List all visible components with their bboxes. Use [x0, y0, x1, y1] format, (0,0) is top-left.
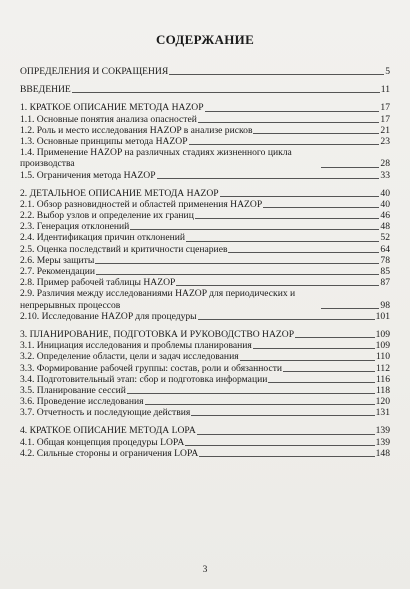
toc-leader-line: [199, 456, 374, 457]
toc-leader-line: [185, 445, 374, 446]
toc-entry-label: 4.2. Сильные стороны и ограничения LOPA: [20, 447, 199, 459]
toc-entry-label: 2.2. Выбор узлов и определение их границ: [20, 210, 194, 222]
toc-entry-page: 139: [375, 436, 390, 448]
toc-entry-label: 4.1. Общая концепция процедуры LOPA: [20, 436, 185, 448]
toc-entry[interactable]: [20, 425, 390, 436]
toc-entry-page: 139: [375, 425, 390, 437]
toc-entry-page: 120: [375, 396, 390, 408]
toc-entry-label: 2.9. Различия между исследованиями HAZOP для периодических и непрерывных процессов: [20, 288, 296, 311]
toc-entry-label: 1.5. Ограничения метода HAZOP: [20, 169, 156, 181]
toc-entry[interactable]: [20, 266, 390, 277]
toc-entry[interactable]: [20, 363, 390, 374]
toc-leader-line: [157, 178, 380, 179]
toc-entry[interactable]: [20, 340, 390, 351]
toc-entry-page: 112: [375, 362, 390, 374]
toc-entry[interactable]: [20, 396, 390, 407]
table-of-contents: [20, 66, 390, 459]
toc-leader-line: [228, 252, 379, 253]
toc-entry[interactable]: [20, 448, 390, 459]
page-title: СОДЕРЖАНИЕ: [155, 32, 255, 47]
toc-entry-label: 3.7. Отчетность и последующие действия: [20, 407, 191, 419]
toc-entry[interactable]: [20, 188, 390, 199]
toc-leader-line: [195, 218, 380, 219]
toc-entry[interactable]: [20, 374, 390, 385]
toc-entry-page: 131: [375, 407, 390, 419]
toc-leader-line: [95, 263, 379, 264]
toc-leader-line: [169, 74, 384, 75]
toc-leader-line: [176, 285, 379, 286]
toc-entry-page: 98: [380, 299, 390, 311]
toc-leader-line: [283, 371, 375, 372]
toc-entry-page: 116: [375, 373, 390, 385]
toc-leader-line: [145, 404, 375, 405]
toc-entry-label: 3.5. Планирование сессий: [20, 384, 126, 396]
toc-entry-page: 5: [385, 65, 390, 77]
toc-entry-label: 2.1. Обзор разновидностей и областей применения HAZOP: [20, 198, 263, 210]
toc-leader-line: [130, 229, 379, 230]
toc-leader-line: [198, 122, 380, 123]
toc-section: [20, 188, 390, 322]
toc-section: [20, 329, 390, 419]
toc-entry-page: 109: [375, 328, 390, 340]
toc-entry[interactable]: [20, 288, 390, 310]
toc-entry[interactable]: [20, 125, 390, 136]
toc-entry-label: 2.5. Оценка последствий и критичности сценариев: [20, 243, 228, 255]
toc-entry[interactable]: [20, 102, 390, 113]
toc-entry-page: 33: [380, 169, 390, 181]
toc-entry-label: 1.4. Применение HAZOP на различных стадиях жизненного цикла производства: [20, 147, 292, 170]
toc-entry[interactable]: [20, 114, 390, 125]
page-number: 3: [202, 565, 208, 575]
toc-entry[interactable]: [20, 329, 390, 340]
toc-entry-label: ОПРЕДЕЛЕНИЯ И СОКРАЩЕНИЯ: [20, 65, 169, 77]
toc-entry-label: 2.10. Исследование HAZOP для процедуры: [20, 310, 197, 322]
toc-entry-label: 1.3. Основные принципы метода HAZOP: [20, 135, 188, 147]
toc-entry-page: 21: [380, 124, 390, 136]
toc-leader-line: [253, 348, 375, 349]
toc-leader-line: [205, 111, 380, 112]
toc-leader-line: [197, 434, 375, 435]
toc-entry-label: 1.2. Роль и место исследования HAZOP в анализе рисков: [20, 124, 253, 136]
toc-entry-page: 101: [375, 310, 390, 322]
toc-entry[interactable]: [20, 437, 390, 448]
toc-leader-line: [96, 274, 379, 275]
toc-entry[interactable]: [20, 232, 390, 243]
toc-leader-line: [72, 92, 380, 93]
toc-entry-label: 3.6. Проведение исследования: [20, 396, 144, 408]
toc-entry[interactable]: [20, 351, 390, 362]
toc-entry[interactable]: [20, 210, 390, 221]
toc-section: [20, 84, 390, 95]
toc-entry-page: 11: [380, 84, 390, 96]
toc-entry-page: 78: [380, 254, 390, 266]
toc-entry-page: 52: [380, 232, 390, 244]
toc-entry-page: 109: [375, 340, 390, 352]
toc-entry-label: 1. КРАТКОЕ ОПИСАНИЕ МЕТОДА HAZOP: [20, 102, 204, 114]
toc-entry[interactable]: [20, 385, 390, 396]
toc-entry-label: 3. ПЛАНИРОВАНИЕ, ПОДГОТОВКА И РУКОВОДСТВО HAZOP: [20, 328, 295, 340]
toc-leader-line: [191, 415, 374, 416]
toc-entry-label: 1.1. Основные понятия анализа опасностей: [20, 113, 197, 125]
toc-leader-line: [240, 360, 375, 361]
toc-entry-label: 3.4. Подготовительный этап: сбор и подготовка информации: [20, 373, 268, 385]
toc-section: [20, 102, 390, 180]
toc-entry[interactable]: [20, 244, 390, 255]
toc-entry-label: 4. КРАТКОЕ ОПИСАНИЕ МЕТОДА LOPA: [20, 425, 196, 437]
toc-entry-label: 3.3. Формирование рабочей группы: состав, роли и обязанности: [20, 362, 283, 374]
toc-section: [20, 425, 390, 459]
toc-entry[interactable]: [20, 277, 390, 288]
toc-entry[interactable]: [20, 136, 390, 147]
toc-leader-line: [321, 308, 379, 309]
toc-entry-page: 40: [380, 198, 390, 210]
toc-section: [20, 66, 390, 77]
toc-entry[interactable]: [20, 255, 390, 266]
toc-entry-label: 2.8. Пример рабочей таблицы HAZOP: [20, 277, 176, 289]
toc-leader-line: [220, 196, 380, 197]
toc-entry[interactable]: [20, 170, 390, 181]
toc-entry-label: 2.7. Рекомендации: [20, 266, 96, 277]
toc-leader-line: [127, 393, 375, 394]
toc-entry-label: 2.6. Меры защиты: [20, 254, 95, 266]
toc-entry-page: 23: [380, 135, 390, 147]
toc-entry-page: 28: [380, 158, 390, 170]
toc-entry-page: 118: [375, 384, 390, 396]
toc-entry-page: 85: [380, 266, 390, 277]
toc-entry-page: 40: [380, 187, 390, 199]
toc-leader-line: [321, 167, 379, 168]
toc-leader-line: [198, 319, 375, 320]
toc-leader-line: [268, 382, 375, 383]
toc-entry-page: 48: [380, 221, 390, 233]
toc-entry-page: 64: [380, 243, 390, 255]
toc-leader-line: [295, 337, 375, 338]
toc-entry[interactable]: [20, 84, 390, 95]
toc-entry[interactable]: [20, 311, 390, 322]
toc-entry-label: 2.3. Генерация отклонений: [20, 221, 130, 233]
toc-entry-label: ВВЕДЕНИЕ: [20, 84, 71, 96]
toc-leader-line: [189, 144, 380, 145]
toc-entry-page: 148: [375, 447, 390, 459]
toc-entry-label: 3.2. Определение области, цели и задач исследования: [20, 351, 239, 363]
toc-entry-page: 17: [380, 113, 390, 125]
toc-entry[interactable]: [20, 221, 390, 232]
toc-entry[interactable]: [20, 199, 390, 210]
toc-leader-line: [253, 133, 379, 134]
toc-entry-page: 17: [380, 102, 390, 114]
toc-entry-page: 87: [380, 277, 390, 289]
toc-entry-page: 110: [375, 351, 390, 363]
toc-leader-line: [263, 207, 379, 208]
toc-entry-label: 2. ДЕТАЛЬНОЕ ОПИСАНИЕ МЕТОДА HAZOP: [20, 187, 219, 199]
toc-entry-label: 3.1. Инициация исследования и проблемы планирования: [20, 340, 252, 352]
toc-entry[interactable]: [20, 147, 390, 169]
toc-entry-page: 46: [380, 210, 390, 222]
toc-entry[interactable]: [20, 66, 390, 77]
toc-leader-line: [186, 241, 379, 242]
toc-entry[interactable]: [20, 407, 390, 418]
toc-entry-label: 2.4. Идентификация причин отклонений: [20, 232, 185, 244]
